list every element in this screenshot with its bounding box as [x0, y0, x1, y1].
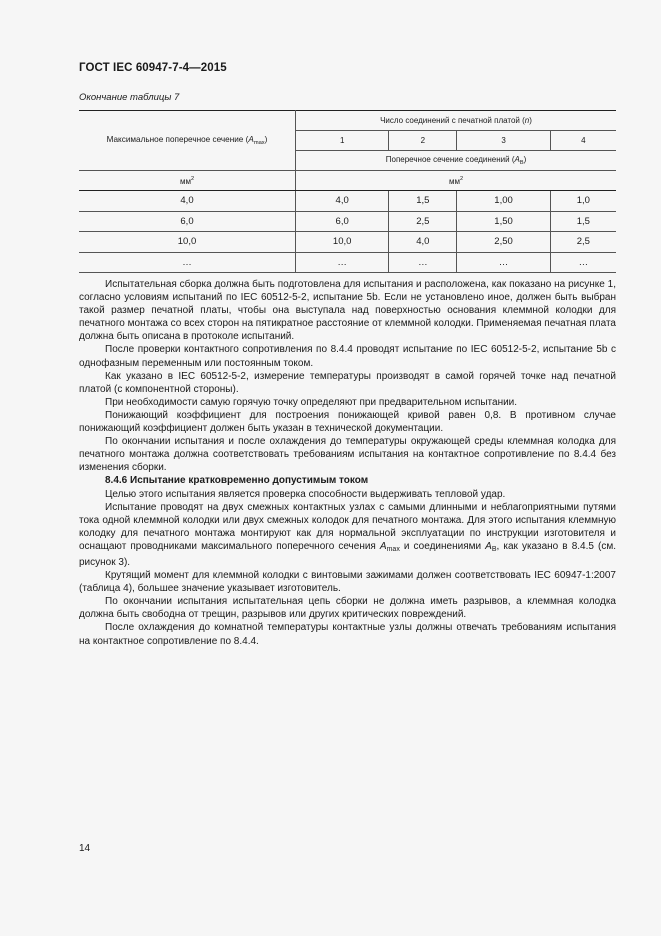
connections-count-header: Число соединений с печатной платой (n) — [296, 111, 617, 131]
paragraph: Крутящий момент для клеммной колодки с винтовыми зажимами должен соответствовать IEC 60947-1:2007 (таблица 4), большее значение указывает изготовитель. — [79, 570, 616, 595]
table-cell: 1,0 — [550, 191, 616, 212]
table-cell: … — [550, 252, 616, 273]
table-7 — [79, 110, 616, 273]
table-cell: … — [457, 252, 550, 273]
table-cell: 2,5 — [389, 211, 457, 232]
unit-left: $мм^2$ — [79, 171, 296, 191]
table-row — [79, 252, 616, 273]
table-cell: 4,0 — [79, 191, 296, 212]
table-cell: 6,0 — [296, 211, 389, 232]
table-cell: 6,0 — [79, 211, 296, 232]
table-cell: … — [389, 252, 457, 273]
paragraph: Понижающий коэффициент для построения понижающей кривой равен 0,8. В противном случае понижающий коэффициент должен быть указан в технической документации. — [79, 409, 616, 435]
connection-count-1: 1 — [296, 131, 389, 151]
table-cell: 2,50 — [457, 232, 550, 253]
table-row — [79, 232, 616, 253]
section-title: 8.4.6 Испытание кратковременно допустимым током — [105, 475, 369, 487]
paragraph: Целью этого испытания является проверка способности выдерживать тепловой удар. — [105, 488, 506, 500]
cross-section-header: Поперечное сечение соединений $(A_B)$ — [296, 151, 617, 171]
body-text — [79, 278, 616, 648]
paragraph: После проверки контактного сопротивления по 8.4.4 проводят испытание по IEC 60512-5-2, испытание 5b с однофазным переменным или постоянным током. — [79, 344, 616, 369]
table-cell: … — [79, 252, 296, 273]
paragraph: Как указано в IEC 60512-5-2, измерение температуры производят в самой горячей точке над печатной платой (с компонентной стороны). — [79, 370, 616, 395]
table-cell: 1,00 — [457, 191, 550, 212]
paragraph: После охлаждения до комнатной температуры контактные узлы должны отвечать требованиям испытания на контактное сопротивление по 8.4.4. — [79, 622, 616, 647]
table-cell: 1,5 — [389, 191, 457, 212]
unit-right: $мм^2$ — [296, 171, 617, 191]
paragraph: При необходимости самую горячую точку определяют при предварительном испытании. — [105, 396, 518, 408]
connection-count-3: 3 — [457, 131, 550, 151]
table-cell: 1,50 — [457, 211, 550, 232]
table-row — [79, 211, 616, 232]
page-number: 14 — [79, 843, 91, 854]
table-cell: 10,0 — [79, 232, 296, 253]
connection-count-2: 2 — [389, 131, 457, 151]
paragraph: Испытание проводят на двух смежных контактных узлах с самыми длинными и неблагоприятными путями тока одной клеммной колодки или двух смежных колодок для печатного монтажа. Для этого испытания клеммную колодку для печатного монтажа монтируют как для нормальной эксплуатации по инструкции изготовителя и оснащают проводниками максимального поперечного сечения $A_{max}$ и соединениями $A_B$, как указано в 8.4.5 (см. рисунок 3). — [79, 501, 616, 568]
table-cell: … — [296, 252, 389, 273]
paragraph: По окончании испытания и после охлаждения до температуры окружающей среды клеммная колодка для печатного монтажа должна соответствовать требованиям испытания на контактное сопротивление по 8.4.4 без изменения сборки. — [79, 436, 616, 474]
table-cell: 2,5 — [550, 232, 616, 253]
table-cell: 1,5 — [550, 211, 616, 232]
table-caption: Окончание таблицы 7 — [79, 92, 180, 103]
paragraph: Испытательная сборка должна быть подготовлена для испытания и расположена, как показано на рисунке 1, согласно условиям испытаний по IEC 60512-5-2, испытание 5b. Если не установлено иное, должен быть выбран такой размер печатной платы, чтобы она выступала над поверхностью основания клеммной колодки для печатного монтажа со всех сторон на пятикратное расстояние от клеммной колодки. Применяемая печатная плата должна быть описана в протоколе испытаний. — [79, 279, 616, 343]
paragraph: По окончании испытания испытательная цепь сборки не должна иметь разрывов, а клеммная колодка должна быть свободна от трещин, разрывов или других критических повреждений. — [79, 596, 616, 621]
table-row — [79, 191, 616, 212]
max-cross-section-header: Максимальное поперечное сечение $(A_{max})$ — [79, 111, 296, 171]
standard-header: ГОСТ IEC 60947-7-4—2015 — [79, 62, 227, 74]
table-cell: 4,0 — [389, 232, 457, 253]
table-cell: 4,0 — [296, 191, 389, 212]
connection-count-4: 4 — [550, 131, 616, 151]
table-cell: 10,0 — [296, 232, 389, 253]
